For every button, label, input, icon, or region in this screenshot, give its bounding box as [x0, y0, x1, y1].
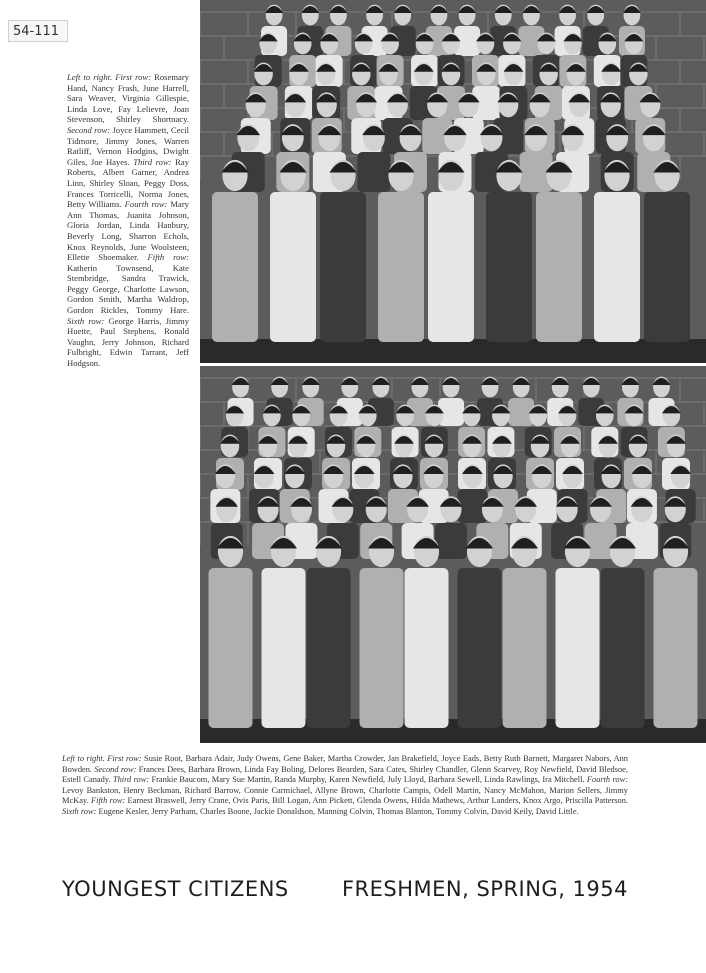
- group-photo-top: [200, 0, 706, 363]
- caption-row-label: Left to right. First row:: [67, 72, 155, 82]
- photo-floor: [200, 339, 706, 363]
- page-footer-title: [62, 877, 628, 901]
- caption-row-label: Fourth row:: [124, 199, 171, 210]
- caption-names: Frances Dees, Barbara Brown, Linda Fay Boling, Delores Bearden, Sara Cates, Shirley Chandler, Glenn Scarvey, Roy Newfield, David Bledsoe, Estell Canady.: [62, 764, 628, 785]
- caption-names: Rosemary Hand, Nancy Frash, June Harrell, Sara Weaver, Virginia Gillespie, Linda Love, Fay Lelievre, Joan Stevenson, Shirley Shortnacy.: [67, 72, 189, 125]
- caption-row-label: Fourth row:: [586, 775, 628, 785]
- top-photo-caption: [67, 72, 189, 369]
- bottom-photo-caption: [62, 754, 628, 818]
- caption-names: Earnest Braswell, Jerry Crane, Ovis Paris, Bill Logan, Ann Pickett, Glenda Owens, Hilda Mathews, Arthur Landers, Knox Argo, Priscilla Patterson.: [127, 796, 629, 806]
- footer-right-title: FRESHMEN, SPRING, 1954: [341, 877, 628, 901]
- page-number-label: 54-111: [8, 20, 68, 42]
- group-photo-top-image: [200, 0, 706, 363]
- caption-names: Mary Ann Thomas, Juanita Johnson, Gloria Jordan, Linda Hanbury, Beverly Long, Sharron Echols, Knox Reynolds, June Woolsteen, Ellette Shoemaker.: [67, 199, 189, 263]
- group-photo-bottom: [200, 366, 706, 743]
- caption-names: Eugene Kesler, Jerry Parham, Charles Boone, Jackie Donaldson, Manning Colvin, Thomas Blanton, Tommy Colvin, David Keily, David Little.: [98, 806, 579, 816]
- caption-names: Joyce Hammett, Cecil Tidmore, Jimmy Jones, Warren Ratliff, Vernon Hodgins, Dwight Giles, Joe Hayes.: [67, 124, 189, 167]
- caption-row-label: Sixth row:: [62, 806, 99, 816]
- caption-row-label: Third row:: [133, 156, 176, 167]
- caption-row-label: Second row:: [67, 124, 113, 135]
- caption-names: Levoy Bankston, Henry Beckman, Richard Barrow, Connie Carmichael, Allyne Brown, Charlotte Campis, Odell Martin, Nancy McMahon, Marion Sellers, Jimmy McKay.: [62, 785, 628, 806]
- caption-row-label: Left to right. First row:: [62, 754, 145, 763]
- caption-names: Katherin Townsend, Kate Stembridge, Sandra Trawick, Peggy George, Charlotte Lawson, Gordon Smith, Martha Waldrop, Gordon Rickles, Tommy Hare.: [67, 262, 189, 316]
- caption-row-label: Fifth row:: [91, 796, 128, 806]
- caption-names: Susie Root, Barbara Adair, Judy Owens, Gene Baker, Martha Crowder, Jan Brakefield, Joyce Eads, Betty Ruth Barnett, Margaret Nabors, Ann Bowden.: [62, 754, 628, 774]
- footer-left-title: YOUNGEST CITIZENS: [62, 877, 289, 901]
- group-photo-bottom-image: [200, 366, 706, 743]
- caption-names: Ray Roberts, Albert Garner, Andrea Linn, Shirley Sloan, Peggy Doss, Frances Torricelli, Norma Jones, Betty Williams.: [67, 156, 189, 210]
- caption-row-label: Fifth row:: [147, 252, 189, 263]
- caption-names: Frankie Baucom, Mary Sue Martin, Randa Murphy, Karen Newfield, July Lloyd, Barbara Sewell, Linda Rawlings, Ira Mitchell.: [151, 775, 587, 785]
- caption-row-label: Third row:: [112, 775, 152, 785]
- caption-row-label: Second row:: [94, 764, 139, 774]
- caption-names: George Harris, Jimmy Huette, Paul Stephens, Ronald Vaughn, Jerry Johnson, Richard Fulbright, Edwin Tarrant, Jeff Hodgson.: [67, 315, 189, 369]
- caption-row-label: Sixth row:: [67, 315, 109, 326]
